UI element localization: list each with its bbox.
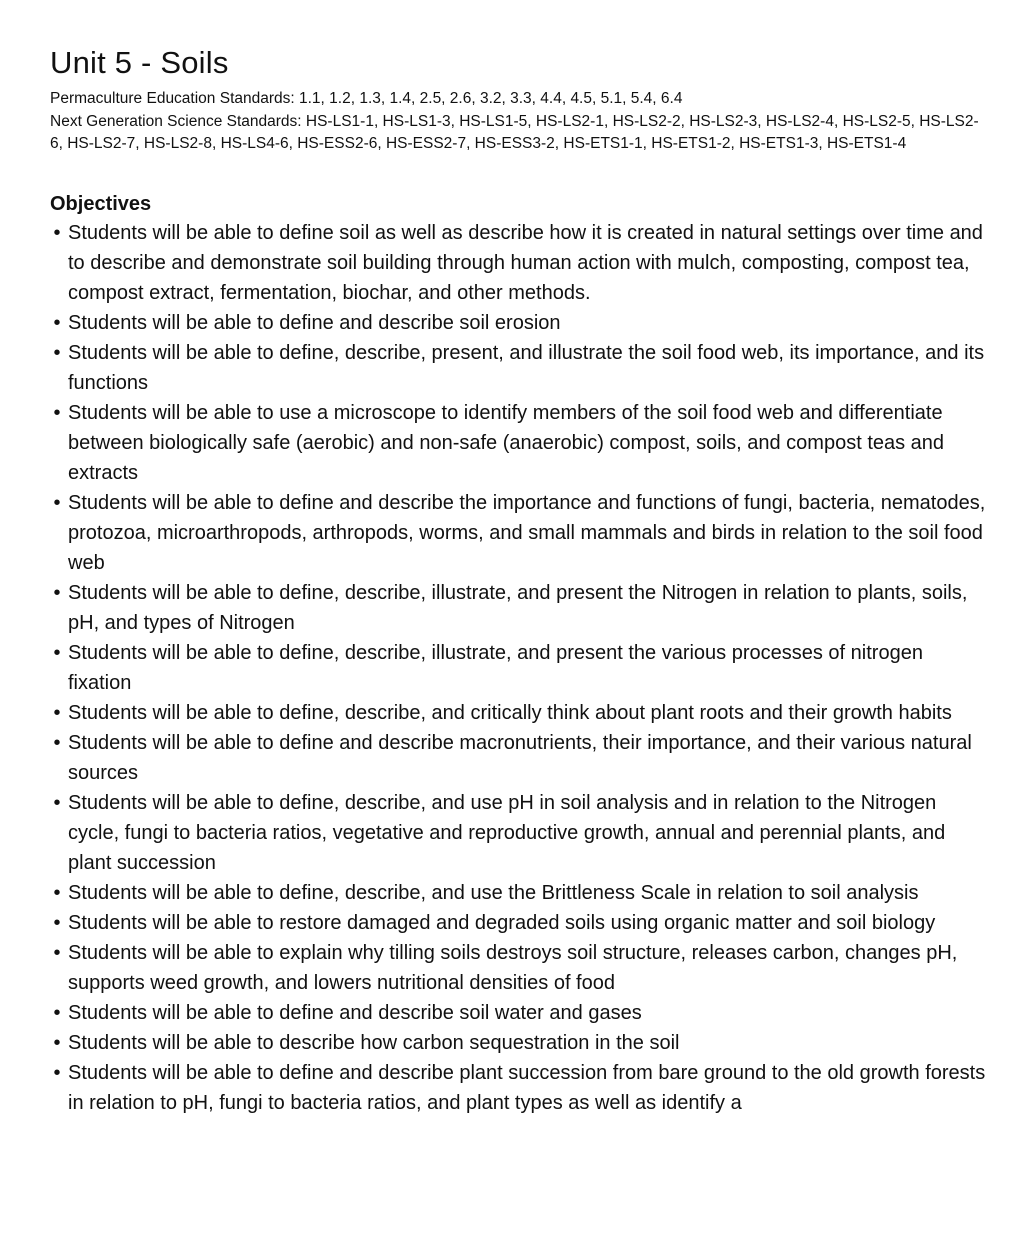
objective-text: Students will be able to define, describe, illustrate, and present the Nitrogen in relation to plants, soils, pH, and types of Nitrogen: [68, 581, 968, 634]
bullet-icon: •: [53, 1061, 61, 1084]
objective-item: [50, 908, 990, 938]
objective-text: Students will be able to define, describe, and critically think about plant roots and their growth habits: [68, 701, 952, 724]
document-page: [50, 44, 990, 1118]
objective-item: [50, 698, 990, 728]
objective-item: [50, 338, 990, 398]
bullet-icon: •: [53, 911, 61, 934]
bullet-icon: •: [53, 1001, 61, 1024]
objective-item: [50, 788, 990, 878]
objective-text: Students will be able to define and describe soil erosion: [68, 311, 561, 334]
bullet-icon: •: [53, 641, 61, 664]
objective-item: [50, 1058, 990, 1118]
objective-text: Students will be able to define, describe, and use pH in soil analysis and in relation to the Nitrogen cycle, fungi to bacteria ratios, vegetative and reproductive growth, annual and perennial plants, and plant succession: [68, 791, 946, 874]
objective-text: Students will be able to define and describe macronutrients, their importance, and their various natural sources: [68, 731, 972, 784]
objective-item: [50, 1028, 990, 1058]
bullet-icon: •: [53, 701, 61, 724]
objective-item: [50, 878, 990, 908]
objective-item: [50, 308, 990, 338]
objective-text: Students will be able to define and describe the importance and functions of fungi, bacteria, nematodes, protozoa, microarthropods, arthropods, worms, and small mammals and birds in relation to the soil food web: [68, 491, 986, 574]
objective-text: Students will be able to use a microscope to identify members of the soil food web and differentiate between biologically safe (aerobic) and non-safe (anaerobic) compost, soils, and compost teas and extracts: [68, 401, 945, 484]
page-title: Unit 5 - Soils: [50, 45, 229, 80]
objective-item: [50, 938, 990, 998]
objective-text: Students will be able to define soil as well as describe how it is created in natural settings over time and to describe and demonstrate soil building through human action with mulch, composting, compost tea, compost extract, fermentation, biochar, and other methods.: [68, 221, 983, 304]
bullet-icon: •: [53, 1031, 61, 1054]
objective-text: Students will be able to define and describe plant succession from bare ground to the old growth forests in relation to pH, fungi to bacteria ratios, and plant types as well as identify a: [68, 1061, 986, 1114]
bullet-icon: •: [53, 881, 61, 904]
objective-item: [50, 728, 990, 788]
bullet-icon: •: [53, 341, 61, 364]
bullet-icon: •: [53, 311, 61, 334]
objectives-list: [50, 218, 990, 1118]
bullet-icon: •: [53, 791, 61, 814]
permaculture-standards: Permaculture Education Standards: 1.1, 1.2, 1.3, 1.4, 2.5, 2.6, 3.2, 3.3, 4.4, 4.5, 5.1, 5.4, 6.4: [50, 90, 683, 107]
objective-item: [50, 488, 990, 578]
objectives-heading: Objectives: [50, 192, 152, 215]
bullet-icon: •: [53, 581, 61, 604]
objective-text: Students will be able to explain why tilling soils destroys soil structure, releases carbon, changes pH, supports weed growth, and lowers nutritional densities of food: [68, 941, 958, 994]
bullet-icon: •: [53, 221, 61, 244]
objective-text: Students will be able to describe how carbon sequestration in the soil: [68, 1031, 680, 1054]
bullet-icon: •: [53, 731, 61, 754]
objective-text: Students will be able to define, describe, present, and illustrate the soil food web, its importance, and its functions: [68, 341, 985, 394]
objective-text: Students will be able to define, describe, illustrate, and present the various processes of nitrogen fixation: [68, 641, 923, 694]
objective-item: [50, 218, 990, 308]
objective-item: [50, 578, 990, 638]
objective-item: [50, 998, 990, 1028]
bullet-icon: •: [53, 491, 61, 514]
objective-text: Students will be able to define and describe soil water and gases: [68, 1001, 642, 1024]
objective-item: [50, 398, 990, 488]
ngss-standards: Next Generation Science Standards: HS-LS1-1, HS-LS1-3, HS-LS1-5, HS-LS2-1, HS-LS2-2, HS-LS2-3, HS-LS2-4, HS-LS2-5, HS-LS2-6, HS-LS2-7, HS-LS2-8, HS-LS4-6, HS-ESS2-6, HS-ESS2-7, HS-ESS3-2, HS-ETS1-1, HS-ETS1-2, HS-ETS1-3, HS-ETS1-4: [50, 112, 979, 153]
objective-text: Students will be able to define, describe, and use the Brittleness Scale in relation to soil analysis: [68, 881, 919, 904]
bullet-icon: •: [53, 941, 61, 964]
bullet-icon: •: [53, 401, 61, 424]
objective-text: Students will be able to restore damaged and degraded soils using organic matter and soil biology: [68, 911, 936, 934]
objective-item: [50, 638, 990, 698]
